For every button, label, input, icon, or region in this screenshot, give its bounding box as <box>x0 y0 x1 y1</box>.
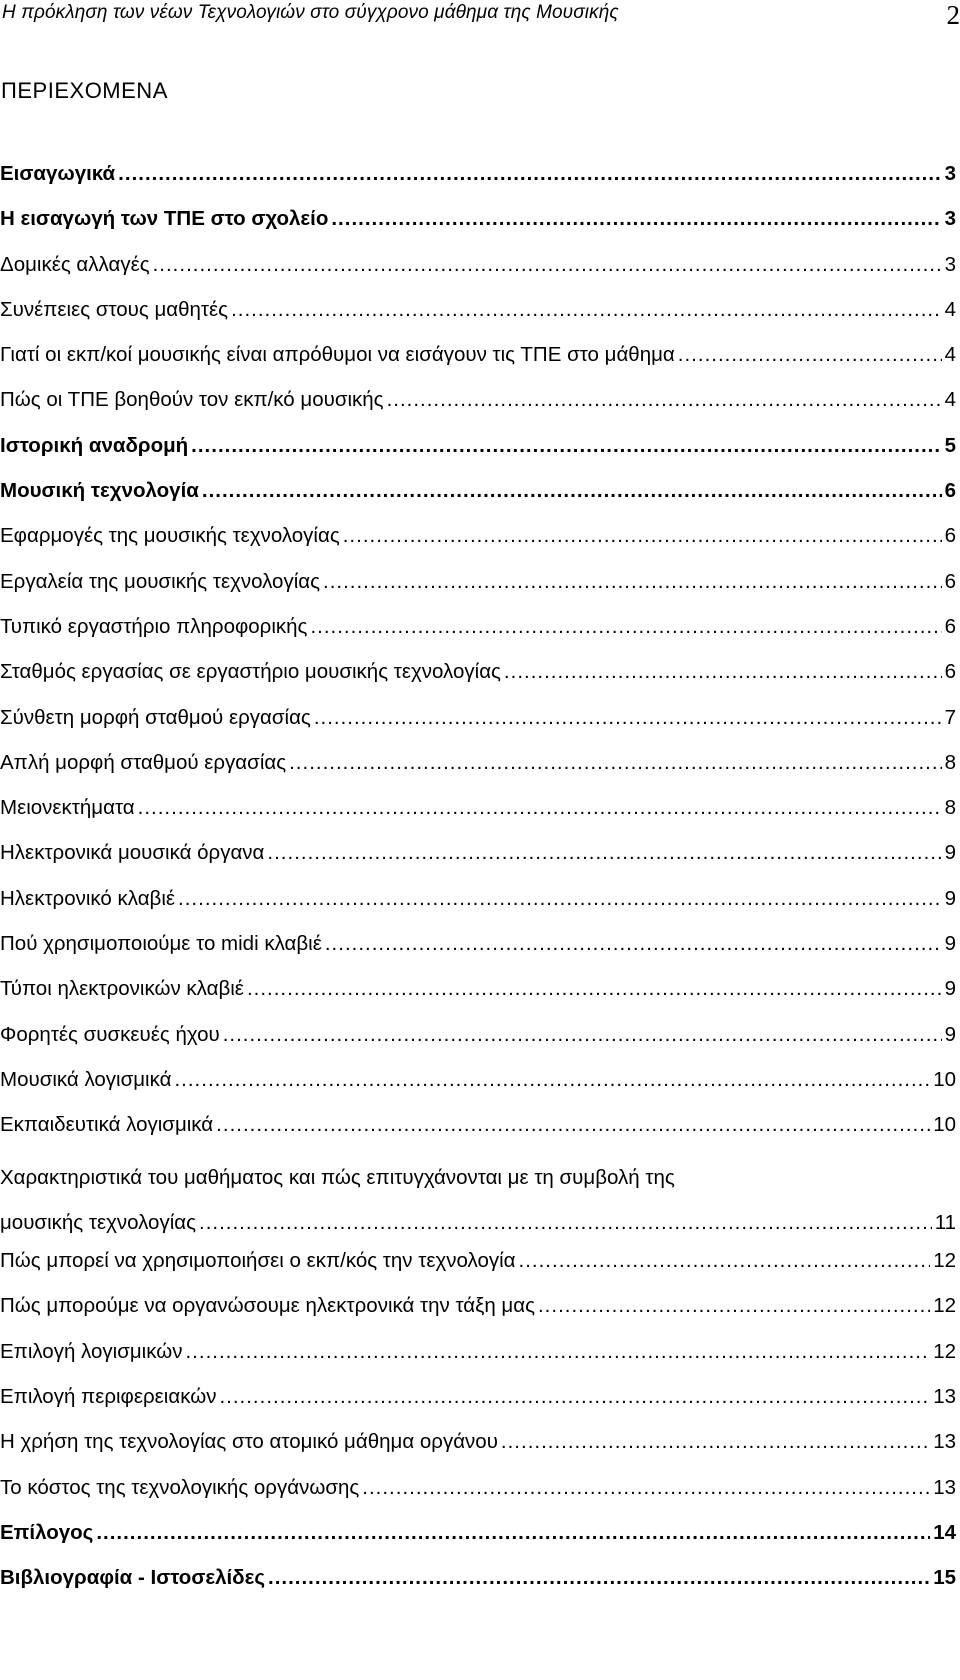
toc-entry[interactable] <box>0 656 956 701</box>
toc-entry[interactable] <box>0 1336 956 1381</box>
toc-entry-label: Εισαγωγικά <box>0 162 116 185</box>
toc-entry-page: 12 <box>933 1249 956 1273</box>
toc-leader-dots <box>519 1245 931 1277</box>
page-number: 2 <box>946 0 960 30</box>
header-title: Η πρόκληση των νέων Τεχνολογιών στο σύγχρονο μάθημα της Μουσικής <box>2 2 619 23</box>
toc-entry-page: 3 <box>944 207 956 231</box>
toc-entry-page: 5 <box>944 433 956 457</box>
toc-leader-dots <box>223 1019 942 1051</box>
toc-entry-page: 6 <box>944 569 956 593</box>
toc-leader-dots <box>247 973 942 1005</box>
toc-entry[interactable] <box>0 1381 956 1426</box>
toc-leader-dots <box>185 1336 930 1368</box>
toc-entry-page: 9 <box>944 932 956 956</box>
toc-entry-label: Επίλογος <box>0 1520 94 1544</box>
toc-entry-label: Εκπαιδευτικά λογισμικά <box>0 1113 214 1137</box>
toc-entry-page: 13 <box>933 1385 956 1409</box>
toc-leader-dots <box>199 1200 932 1245</box>
toc-entry-label: Επιλογή περιφερειακών <box>0 1385 217 1409</box>
toc-entry[interactable] <box>0 566 956 611</box>
toc-entry[interactable] <box>0 837 956 882</box>
toc-leader-dots <box>118 158 941 190</box>
toc-entry-label: Πού χρησιμοποιούμε το midi κλαβιέ <box>0 932 322 956</box>
toc-entry-label: Ηλεκτρονικό κλαβιέ <box>0 886 176 910</box>
toc-entry-page: 4 <box>944 297 956 321</box>
toc-entry-page: 10 <box>933 1067 956 1091</box>
toc-entry-label: Εφαρμογές της μουσικής τεχνολογίας <box>0 524 340 548</box>
toc-leader-dots <box>138 792 942 824</box>
toc-leader-dots <box>191 430 941 462</box>
toc-entry[interactable] <box>0 339 956 384</box>
toc-entry[interactable] <box>0 611 956 656</box>
toc-entry[interactable] <box>0 384 956 429</box>
toc-entry[interactable] <box>0 1064 956 1109</box>
toc-leader-dots <box>387 384 942 416</box>
toc-entry-page: 6 <box>944 524 956 548</box>
toc-entry-label: Το κόστος της τεχνολογικής οργάνωσης <box>0 1475 360 1499</box>
toc-entry-label: Εργαλεία της μουσικής τεχνολογίας <box>0 569 320 593</box>
toc-entry-page: 14 <box>933 1520 956 1544</box>
toc-entry-page: 13 <box>933 1430 956 1454</box>
toc-leader-dots <box>267 837 941 869</box>
toc-entry-page: 8 <box>944 796 956 820</box>
toc-leader-dots <box>325 928 942 960</box>
toc-entry[interactable] <box>0 475 956 520</box>
toc-entry[interactable] <box>0 158 956 203</box>
toc-leader-dots <box>178 883 942 915</box>
toc-leader-dots <box>268 1562 930 1594</box>
toc-entry[interactable] <box>0 1155 956 1246</box>
toc-entry[interactable] <box>0 928 956 973</box>
toc-entry[interactable] <box>0 792 956 837</box>
toc-leader-dots <box>501 1426 930 1458</box>
toc-entry-label: Χαρακτηριστικά του μαθήματος και πώς επιτυγχάνονται με τη συμβολή της <box>0 1165 675 1189</box>
page-header <box>0 0 960 40</box>
toc-entry-page: 4 <box>944 343 956 367</box>
toc-entry[interactable] <box>0 1109 956 1154</box>
toc-leader-dots <box>310 611 941 643</box>
toc-entry[interactable] <box>0 1290 956 1335</box>
toc-entry-label: Βιβλιογραφία - Ιστοσελίδες <box>0 1566 265 1590</box>
toc-leader-dots <box>323 566 942 598</box>
toc-leader-dots <box>343 520 942 552</box>
toc-entry[interactable] <box>0 973 956 1018</box>
toc-entry[interactable] <box>0 430 956 475</box>
toc-entry[interactable] <box>0 203 956 248</box>
toc-entry-label: Σύνθετη μορφή σταθμού εργασίας <box>0 705 311 729</box>
toc-leader-dots <box>202 475 942 507</box>
toc-entry-page: 9 <box>944 886 956 910</box>
toc-leader-dots <box>231 294 942 326</box>
toc-entry[interactable] <box>0 1517 956 1562</box>
toc-entry-label: Ιστορική αναδρομή <box>0 433 189 457</box>
toc-entry[interactable] <box>0 1426 956 1471</box>
toc-entry-label: Γιατί οι εκπ/κοί μουσικής είναι απρόθυμοι να εισάγουν τις ΤΠΕ στο μάθημα <box>0 343 675 367</box>
toc-entry[interactable] <box>0 747 956 792</box>
toc-entry-page: 6 <box>944 660 956 684</box>
toc-entry-page: 9 <box>944 977 956 1001</box>
toc-entry-page: 15 <box>933 1566 956 1590</box>
toc-entry-label: Τυπικό εργαστήριο πληροφορικής <box>0 614 308 638</box>
toc-entry-continuation <box>0 1200 956 1245</box>
toc-entry-page: 8 <box>944 750 956 774</box>
toc-entry[interactable] <box>0 294 956 339</box>
toc-entry[interactable] <box>0 520 956 565</box>
toc-leader-dots <box>219 1381 930 1413</box>
toc-entry-page: 11 <box>934 1210 956 1234</box>
toc-entry-page: 7 <box>944 705 956 729</box>
table-of-contents <box>0 158 956 1608</box>
toc-entry-label: Επιλογή λογισμικών <box>0 1339 183 1363</box>
toc-entry-page: 12 <box>933 1339 956 1363</box>
toc-entry-label: Σταθμός εργασίας σε εργαστήριο μουσικής τεχνολογίας <box>0 660 501 684</box>
toc-entry-label: Συνέπειες στους μαθητές <box>0 297 229 321</box>
toc-entry-page: 10 <box>933 1113 956 1137</box>
toc-entry-label: Απλή μορφή σταθμού εργασίας <box>0 750 287 774</box>
toc-leader-dots <box>216 1109 930 1141</box>
toc-entry-page: 9 <box>944 1022 956 1046</box>
toc-entry[interactable] <box>0 702 956 747</box>
toc-entry-label: Μουσικά λογισμικά <box>0 1067 172 1091</box>
toc-leader-dots <box>174 1064 930 1096</box>
toc-entry-label: Πώς μπορεί να χρησιμοποιήσει ο εκπ/κός την τεχνολογία <box>0 1249 516 1273</box>
toc-leader-dots <box>504 656 942 688</box>
toc-leader-dots <box>314 702 942 734</box>
toc-entry[interactable] <box>0 249 956 294</box>
toc-entry-label: Πώς μπορούμε να οργανώσουμε ηλεκτρονικά την τάξη μας <box>0 1294 535 1318</box>
toc-entry-page: 9 <box>944 841 956 865</box>
toc-entry-page: 3 <box>944 252 956 276</box>
toc-entry-label: Δομικές αλλαγές <box>0 252 150 276</box>
toc-entry-page: 12 <box>933 1294 956 1318</box>
toc-entry-label: Μουσική τεχνολογία <box>0 479 199 503</box>
toc-heading: ΠΕΡΙΕΧΟΜΕΝΑ <box>1 78 168 103</box>
toc-entry-label: Πώς οι ΤΠΕ βοηθούν τον εκπ/κό μουσικής <box>0 388 384 412</box>
toc-entry-label: Φορητές συσκευές ήχου <box>0 1022 220 1046</box>
toc-entry[interactable] <box>0 1562 956 1607</box>
toc-entry-label: Ηλεκτρονικά μουσικά όργανα <box>0 841 265 865</box>
toc-leader-dots <box>362 1472 930 1504</box>
toc-entry[interactable] <box>0 1019 956 1064</box>
toc-leader-dots <box>538 1290 930 1322</box>
toc-entry[interactable] <box>0 1245 956 1290</box>
toc-entry[interactable] <box>0 1472 956 1517</box>
toc-entry-page: 13 <box>933 1475 956 1499</box>
toc-entry-page: 6 <box>944 614 956 638</box>
toc-leader-dots <box>96 1517 930 1549</box>
toc-entry-label: Η χρήση της τεχνολογίας στο ατομικό μάθημα οργάνου <box>0 1430 498 1454</box>
toc-entry-label-continued: μουσικής τεχνολογίας <box>0 1210 196 1234</box>
toc-leader-dots <box>678 339 942 371</box>
toc-leader-dots <box>153 249 942 281</box>
toc-leader-dots <box>331 203 941 235</box>
toc-entry-label: Μειονεκτήματα <box>0 796 135 820</box>
toc-entry-label: Τύποι ηλεκτρονικών κλαβιέ <box>0 977 244 1001</box>
toc-leader-dots <box>289 747 941 779</box>
toc-entry-page: 4 <box>944 388 956 412</box>
toc-entry-page: 6 <box>944 479 956 503</box>
toc-entry[interactable] <box>0 883 956 928</box>
toc-entry-page: 3 <box>944 162 956 185</box>
toc-entry-label: Η εισαγωγή των ΤΠΕ στο σχολείο <box>0 207 329 231</box>
